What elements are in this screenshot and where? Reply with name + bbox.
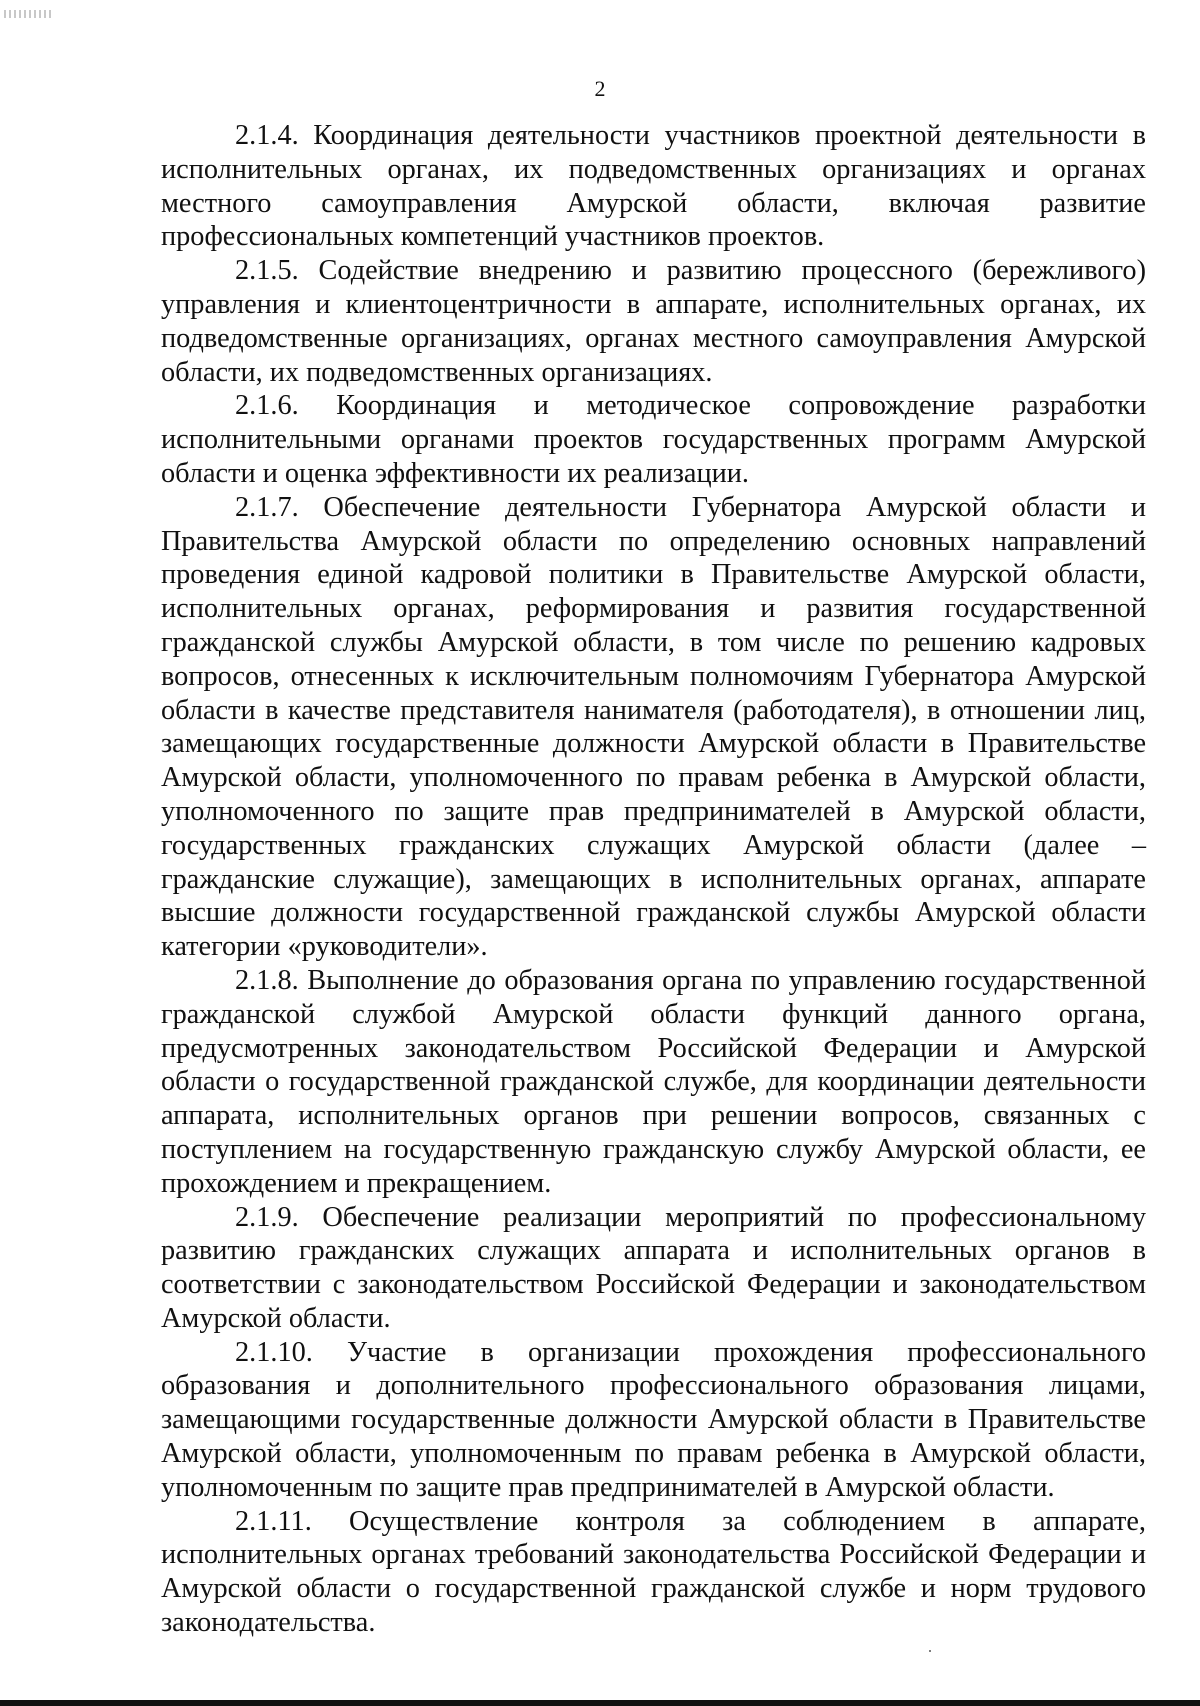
paragraph-2-1-9: 2.1.9. Обеспечение реализации мероприятий по профессиональному развитию гражданских служащих аппарата и исполнительных органов в соответствии с законодательством Российской Федерации и законодательством Амурской области. bbox=[161, 1201, 1146, 1334]
paragraph-2-1-8: 2.1.8. Выполнение до образования органа по управлению государственной гражданской службой Амурской области функций данного органа, предусмотренных законодательством Российской Федерации и Амурской области о государственной гражданской службе, для координации деятельности аппарата, исполнительных органов при решении вопросов, связанных с поступлением на государственную гражданскую службу Амурской области, ее прохождением и прекращением. bbox=[161, 964, 1146, 1199]
page-number: 2 bbox=[594, 76, 606, 101]
paragraph-2-1-10: 2.1.10. Участие в организации прохождения профессионального образования и дополнительного профессионального образования лицами, замещающими государственные должности Амурской области в Правительстве Амурской области, уполномоченным по правам ребенка в Амурской области, уполномоченным по защите прав предпринимателей в Амурской области. bbox=[161, 1336, 1146, 1503]
paragraph-2-1-6: 2.1.6. Координация и методическое сопровождение разработки исполнительными органами проектов государственных программ Амурской области и оценка эффективности их реализации. bbox=[161, 390, 1146, 489]
scan-speck bbox=[929, 1650, 931, 1652]
document-body bbox=[161, 119, 1146, 1640]
paragraph-2-1-4: 2.1.4. Координация деятельности участников проектной деятельности в исполнительных органах, их подведомственных организациях и органах местного самоуправления Амурской области, включая развитие профессиональных компетенций участников проектов. bbox=[161, 120, 1146, 253]
paragraph-2-1-11: 2.1.11. Осуществление контроля за соблюдением в аппарате, исполнительных органах требований законодательства Российской Федерации и Амурской области о государственной гражданской службе и норм трудового законодательства. bbox=[161, 1505, 1146, 1639]
paragraph-2-1-5: 2.1.5. Содействие внедрению и развитию процессного (бережливого) управления и клиентоцентричности в аппарате, исполнительных органах, их подведомственные организациях, органах местного самоуправления Амурской области, их подведомственных организациях. bbox=[161, 255, 1146, 388]
scan-artifact bbox=[4, 10, 54, 18]
paragraph-2-1-7: 2.1.7. Обеспечение деятельности Губернатора Амурской области и Правительства Амурской области по определению основных направлений проведения единой кадровой политики в Правительстве Амурской области, исполнительных органах, реформирования и развития государственной гражданской службы Амурской области, в том числе по решению кадровых вопросов, отнесенных к исключительным полномочиям Губернатора Амурской области в качестве представителя нанимателя (работодателя), в отношении лиц, замещающих государственные должности Амурской области в Правительстве Амурской области, уполномоченного по правам ребенка в Амурской области, уполномоченного по защите прав предпринимателей в Амурской области, государственных гражданских служащих Амурской области (далее – гражданские служащие), замещающих в исполнительных органах, аппарате высшие должности государственной гражданской службы Амурской области категории «руководители». bbox=[161, 491, 1146, 963]
page-bottom-edge bbox=[0, 1700, 1200, 1706]
